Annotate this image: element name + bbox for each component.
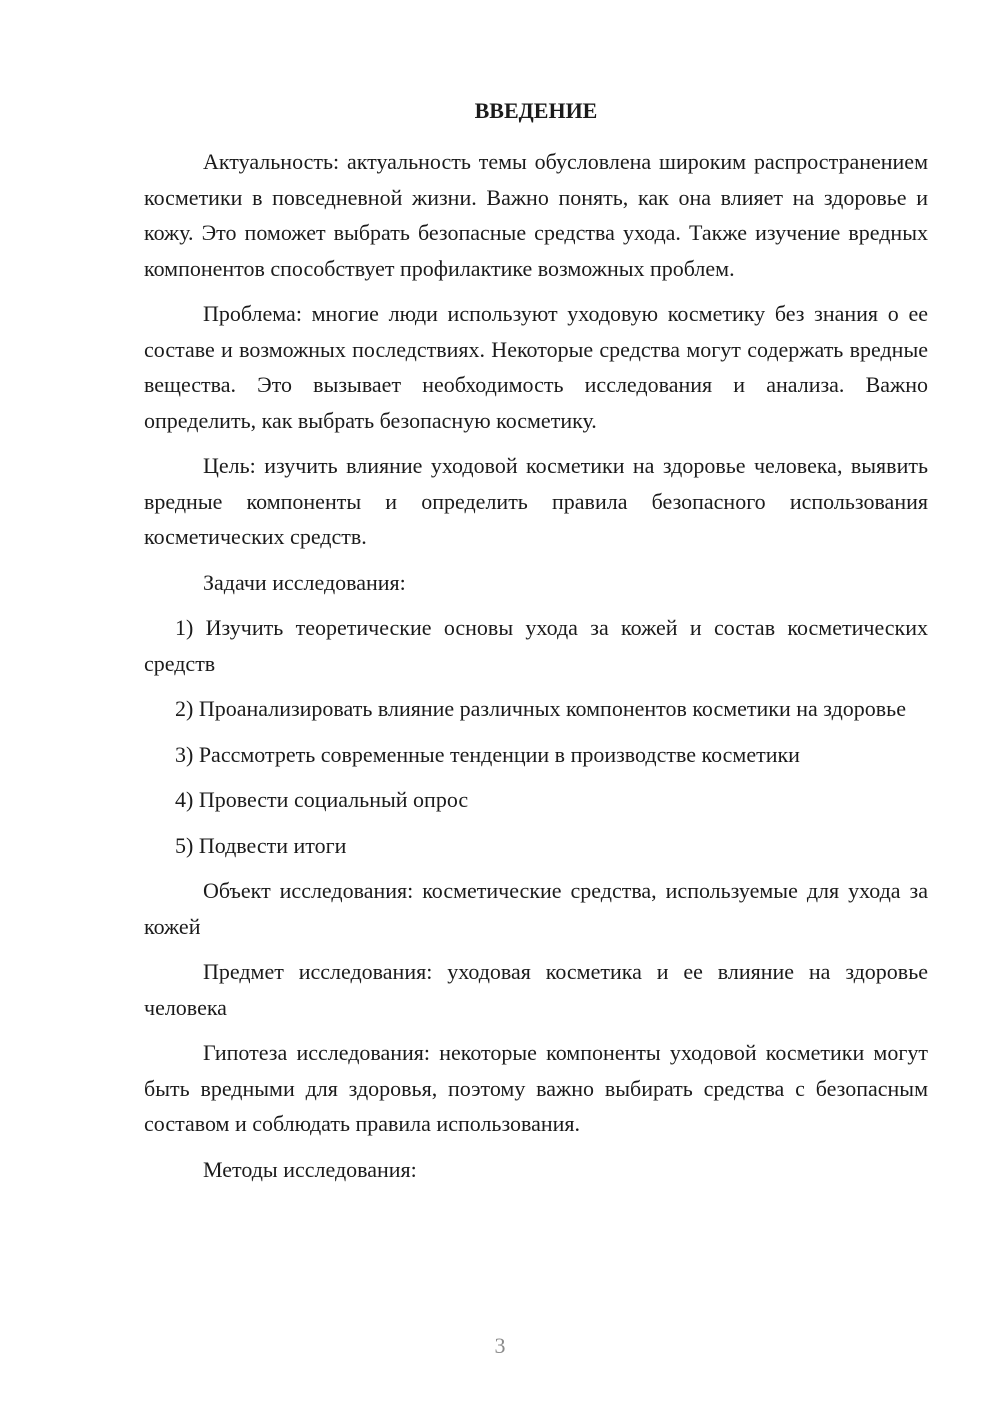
page-number: 3	[494, 1333, 506, 1358]
paragraph-relevance: Актуальность: актуальность темы обусловлена широким распространением косметики в повседневной жизни. Важно понять, как она влияет на здоровье и кожу. Это поможет выбрать безопасные средства ухода. Также изучение вредных компонентов способствует профилактике возможных проблем.	[144, 149, 928, 281]
paragraph-problem: Проблема: многие люди используют уходовую косметику без знания о ее составе и возможных последствиях. Некоторые средства могут содержать вредные вещества. Это вызывает необходимость исследования и анализа. Важно определить, как выбрать безопасную косметику.	[144, 301, 928, 433]
task-item-1: 1) Изучить теоретические основы ухода за кожей и состав косметических средств	[144, 615, 928, 676]
task-item-5: 5) Подвести итоги	[175, 832, 347, 858]
paragraph-hypothesis: Гипотеза исследования: некоторые компоненты уходовой косметики могут быть вредными для здоровья, поэтому важно выбирать средства с безопасным составом и соблюдать правила использования.	[144, 1040, 928, 1136]
task-item-3: 3) Рассмотреть современные тенденции в производстве косметики	[175, 741, 800, 767]
tasks-heading: Задачи исследования:	[203, 569, 406, 595]
task-item-4: 4) Провести социальный опрос	[175, 787, 469, 812]
paragraph-goal: Цель: изучить влияние уходовой косметики на здоровье человека, выявить вредные компоненты и определить правила безопасного использования косметических средств.	[144, 453, 928, 549]
paragraph-methods: Методы исследования:	[203, 1156, 417, 1182]
paragraph-object: Объект исследования: косметические средства, используемые для ухода за кожей	[144, 878, 928, 939]
task-item-2: 2) Проанализировать влияние различных компонентов косметики на здоровье	[175, 696, 906, 721]
page-title: ВВЕДЕНИЕ	[474, 98, 598, 123]
paragraph-subject: Предмет исследования: уходовая косметика и ее влияние на здоровье человека	[144, 959, 928, 1020]
